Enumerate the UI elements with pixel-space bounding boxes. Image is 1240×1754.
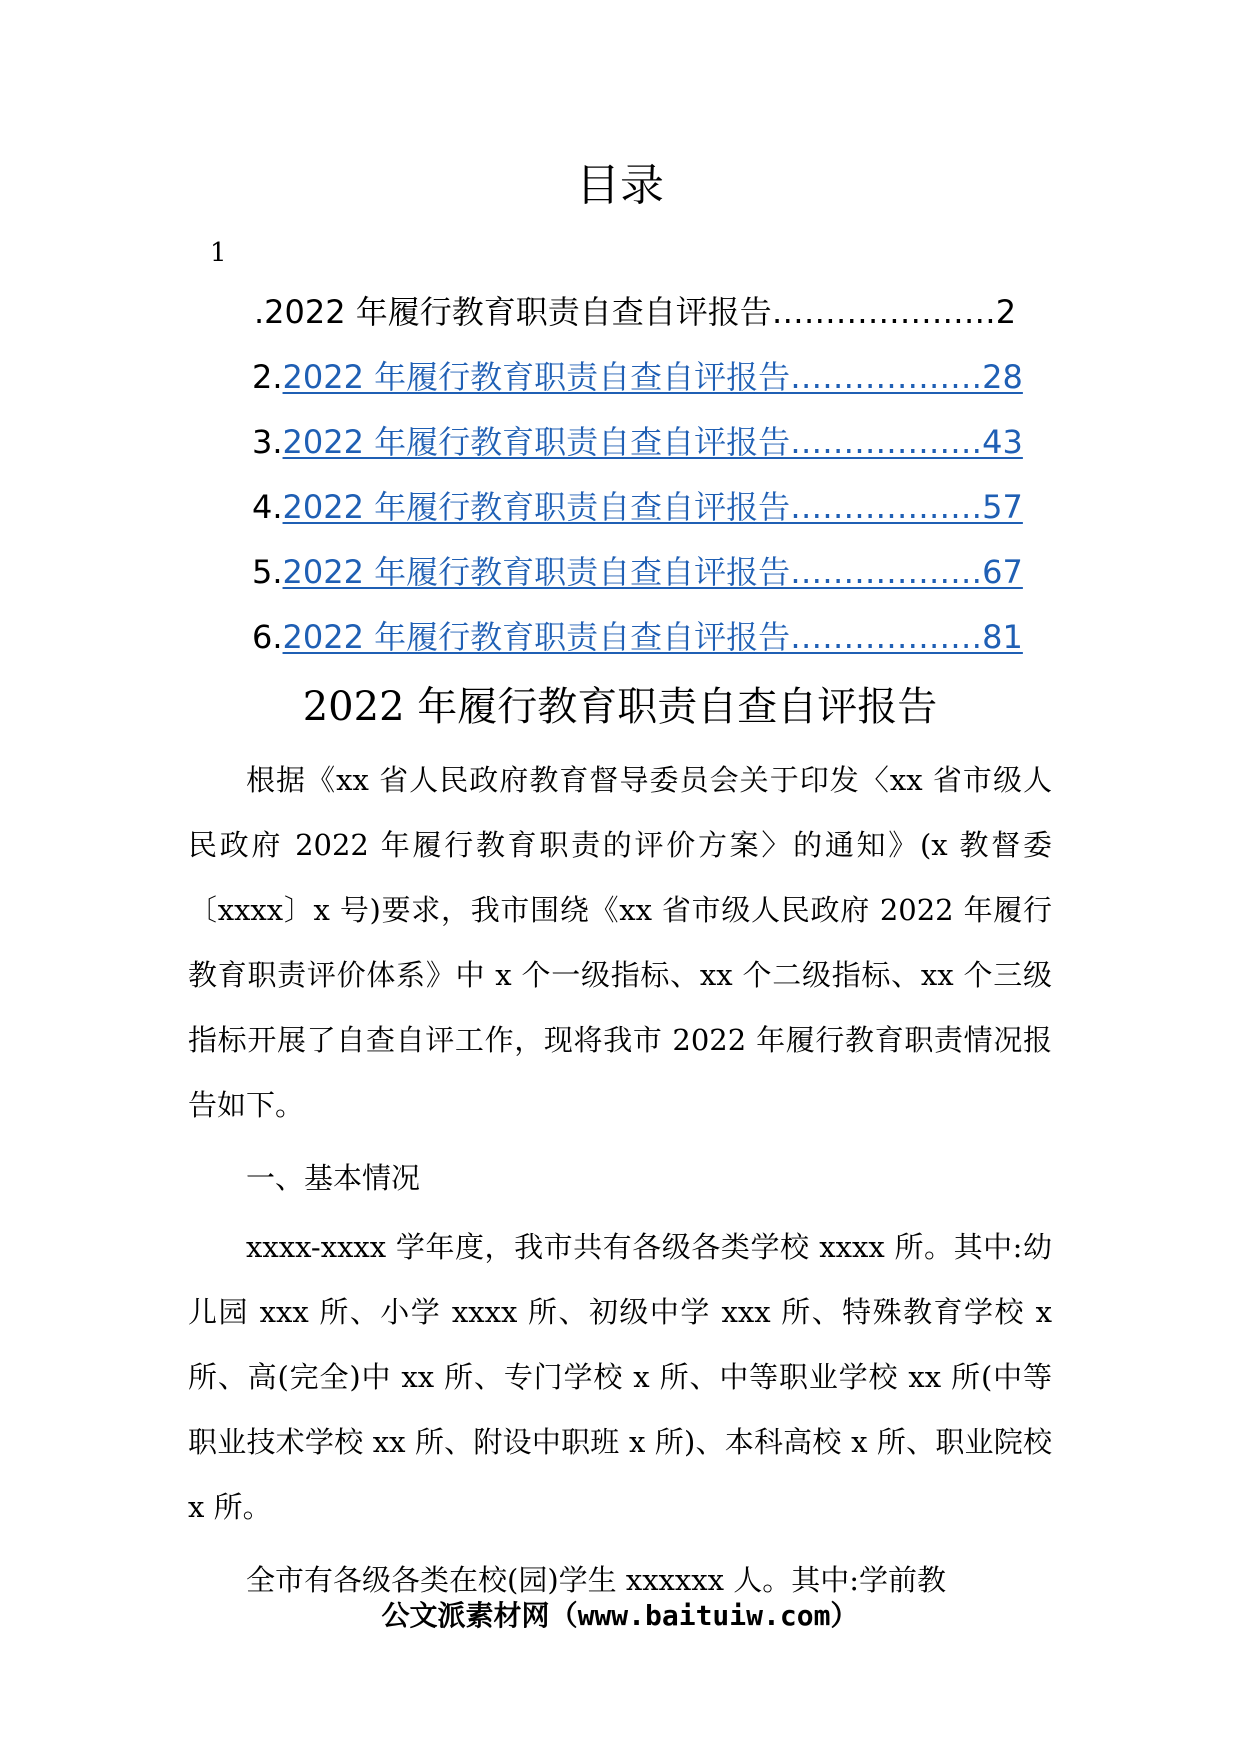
document-body xyxy=(188,748,1052,1613)
toc-title: 目录 xyxy=(576,160,664,211)
toc-item-link[interactable]: 2022 年履行教育职责自查自评报告………………81 xyxy=(282,618,1023,656)
footer-watermark xyxy=(0,1598,1240,1634)
section-heading: 一、基本情况 xyxy=(246,1161,421,1195)
toc-item-5[interactable] xyxy=(252,552,1052,617)
toc-item-number: 3. xyxy=(252,423,283,461)
document-title: 2022 年履行教育职责自查自评报告 xyxy=(302,684,938,730)
toc-item-4[interactable] xyxy=(252,487,1052,552)
footer-url: （www.baituiw.com） xyxy=(549,1599,859,1632)
toc-item-number: 4. xyxy=(252,488,283,526)
body-paragraph: xxxx-xxxx 学年度，我市共有各级各类学校 xxxx 所。其中:幼儿园 xxx 所、小学 xxxx 所、初级中学 xxx 所、特殊教育学校 x 所、高(完全)中 xx 所、专门学校 x 所、中等职业学校 xx 所(中等职业技术学校 xx 所、附设中职班 x 所)、本科高校 x 所、职业院校 x 所。 xyxy=(188,1230,1052,1524)
toc-item-link[interactable]: 2022 年履行教育职责自查自评报告………………28 xyxy=(282,358,1023,396)
toc-list xyxy=(252,292,1052,682)
page-marker: 1 xyxy=(210,238,227,268)
toc-item-link[interactable]: 2022 年履行教育职责自查自评报告………………57 xyxy=(282,488,1023,526)
toc-item-6[interactable] xyxy=(252,617,1052,682)
toc-item-link[interactable]: 2022 年履行教育职责自查自评报告………………67 xyxy=(282,553,1023,591)
toc-item-number: 2. xyxy=(252,358,283,396)
toc-item-number: 5. xyxy=(252,553,283,591)
body-paragraph: 根据《xx 省人民政府教育督导委员会关于印发〈xx 省市级人民政府 2022 年履行教育职责的评价方案〉的通知》(x 教督委〔xxxx〕x 号)要求，我市围绕《xx 省市级人民政府 2022 年履行教育职责评价体系》中 x 个一级指标、xx 个二级指标、xx 个三级指标开展了自查自评工作，现将我市 2022 年履行教育职责情况报告如下。 xyxy=(188,763,1052,1122)
toc-item-link[interactable]: 2022 年履行教育职责自查自评报告………………43 xyxy=(282,423,1023,461)
body-paragraph: 全市有各级各类在校(园)学生 xxxxxx 人。其中:学前教 xyxy=(246,1563,946,1597)
toc-item-1[interactable] xyxy=(254,292,1052,357)
toc-item-text[interactable]: .2022 年履行教育职责自查自评报告…………………2 xyxy=(254,293,1017,331)
toc-item-2[interactable] xyxy=(252,357,1052,422)
toc-item-number: 6. xyxy=(252,618,283,656)
toc-item-3[interactable] xyxy=(252,422,1052,487)
footer-site-name: 公文派素材网 xyxy=(381,1599,550,1632)
